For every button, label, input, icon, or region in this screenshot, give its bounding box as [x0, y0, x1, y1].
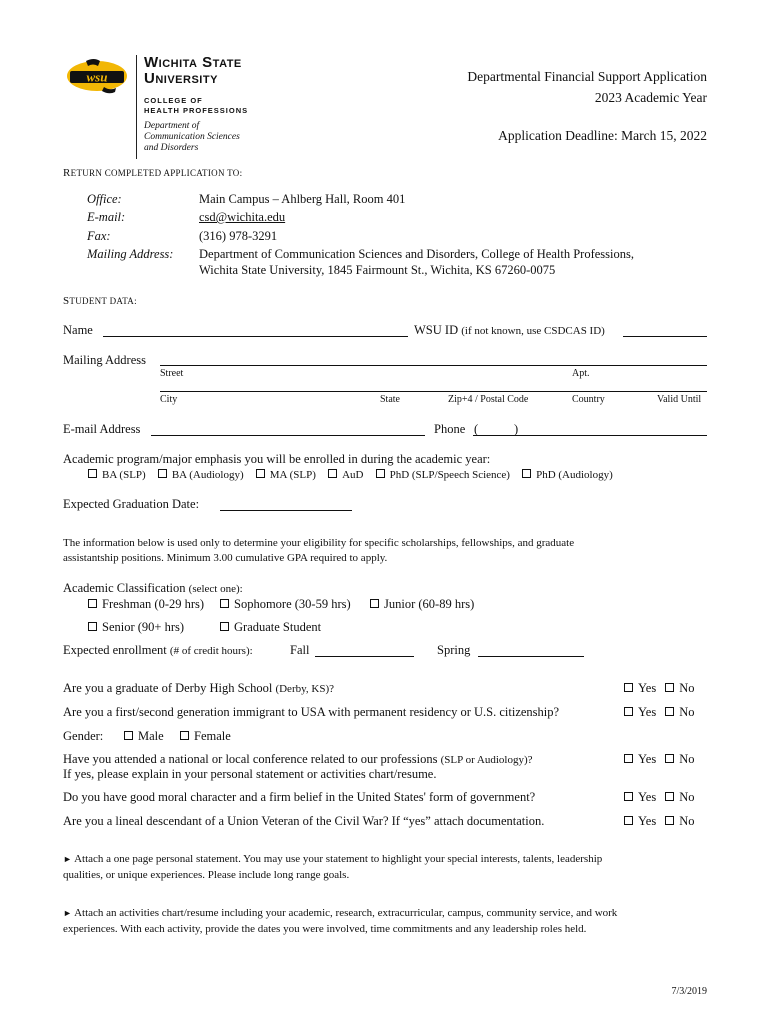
- checkbox-graduate[interactable]: [220, 622, 229, 631]
- answer-immigrant: Yes No: [624, 705, 694, 720]
- classification-graduate[interactable]: Graduate Student: [220, 620, 321, 635]
- question-derby: Are you a graduate of Derby High School (Derby, KS)?: [63, 681, 334, 695]
- mailing-value-2: Wichita State University, 1845 Fairmount St., Wichita, KS 67260-0075: [199, 263, 556, 277]
- return-heading: RETURN COMPLETED APPLICATION TO:: [63, 167, 243, 179]
- checkbox-phd-audiology[interactable]: [522, 469, 531, 478]
- zip-caption: Zip+4 / Postal Code: [448, 394, 529, 405]
- checkbox-derby-yes[interactable]: [624, 683, 633, 692]
- question-conference: Have you attended a national or local conference related to our professions (SLP or Audiology)?: [63, 752, 533, 766]
- question-conference-note: If yes, please explain in your personal statement or activities chart/resume.: [63, 767, 437, 781]
- checkbox-veteran-yes[interactable]: [624, 816, 633, 825]
- city-caption: City: [160, 394, 178, 405]
- email-link[interactable]: csd@wichita.edu: [199, 210, 286, 224]
- graduation-date-label: Expected Graduation Date:: [63, 497, 200, 511]
- checkbox-freshman[interactable]: [88, 599, 97, 608]
- arrow-right-icon: ►: [63, 854, 72, 864]
- classification-senior[interactable]: Senior (90+ hrs): [88, 620, 184, 635]
- enrollment-label: Expected enrollment (# of credit hours):: [63, 643, 253, 657]
- classification-freshman[interactable]: Freshman (0-29 hrs): [88, 597, 204, 612]
- checkbox-phd-slp[interactable]: [376, 469, 385, 478]
- checkbox-ma-slp[interactable]: [256, 469, 265, 478]
- arrow-right-icon: ►: [63, 908, 72, 918]
- wsu-id-field[interactable]: [623, 336, 707, 337]
- apt-caption: Apt.: [572, 368, 590, 379]
- answer-moral: Yes No: [624, 790, 694, 805]
- gender-label: Gender:: [63, 729, 104, 743]
- city-field[interactable]: [160, 391, 707, 392]
- info-note-1: The information below is used only to determine your eligibility for specific scholarships, fellowships, and graduate: [63, 537, 575, 549]
- phone-paren-open: (: [474, 422, 479, 436]
- answer-derby: Yes No: [624, 681, 694, 696]
- spring-label: Spring: [437, 643, 471, 657]
- fax-value: (316) 978-3291: [199, 229, 278, 243]
- checkbox-senior[interactable]: [88, 622, 97, 631]
- fall-credits-field[interactable]: [315, 656, 414, 657]
- name-label: Name: [63, 323, 93, 337]
- checkbox-aud[interactable]: [328, 469, 337, 478]
- email-address-field[interactable]: [151, 435, 425, 436]
- checkbox-female[interactable]: [180, 731, 189, 740]
- gender-male[interactable]: Male: [124, 729, 164, 744]
- form-title: Departmental Financial Support Application: [467, 69, 707, 84]
- office-label: Office:: [87, 192, 122, 206]
- phone-field[interactable]: [473, 435, 707, 436]
- mailing-label: Mailing Address:: [87, 247, 174, 261]
- classification-junior[interactable]: Junior (60-89 hrs): [370, 597, 474, 612]
- checkbox-ba-slp[interactable]: [88, 469, 97, 478]
- svg-text:wsu: wsu: [86, 69, 108, 85]
- checkbox-moral-no[interactable]: [665, 792, 674, 801]
- question-moral: Do you have good moral character and a firm belief in the United States' form of government?: [63, 790, 536, 804]
- checkbox-derby-no[interactable]: [665, 683, 674, 692]
- answer-veteran: Yes No: [624, 814, 694, 829]
- classification-sophomore[interactable]: Sophomore (30-59 hrs): [220, 597, 351, 612]
- deadline: Application Deadline: March 15, 2022: [498, 128, 707, 143]
- wsu-logo: [66, 55, 128, 97]
- mailing-address-label: Mailing Address: [63, 353, 146, 367]
- checkbox-conference-yes[interactable]: [624, 754, 633, 763]
- program-question: Academic program/major emphasis you will be enrolled in during the academic year:: [63, 452, 491, 466]
- question-immigrant: Are you a first/second generation immigrant to USA with permanent residency or U.S. citizenship?: [63, 705, 560, 719]
- college-name: COLLEGE OF HEALTH PROFESSIONS: [144, 96, 249, 115]
- checkbox-ba-audiology[interactable]: [158, 469, 167, 478]
- checkbox-conference-no[interactable]: [665, 754, 674, 763]
- checkbox-junior[interactable]: [370, 599, 379, 608]
- info-note-2: assistantship positions. Minimum 3.00 cumulative GPA required to apply.: [63, 552, 388, 564]
- office-value: Main Campus – Ahlberg Hall, Room 401: [199, 192, 406, 206]
- university-name: Wichita State University: [144, 54, 242, 87]
- graduation-date-field[interactable]: [220, 510, 352, 511]
- checkbox-immigrant-yes[interactable]: [624, 707, 633, 716]
- academic-year: 2023 Academic Year: [594, 90, 707, 105]
- country-caption: Country: [572, 394, 605, 405]
- logo-divider: [136, 55, 137, 159]
- checkbox-moral-yes[interactable]: [624, 792, 633, 801]
- footer-date: 7/3/2019: [671, 986, 707, 997]
- name-field[interactable]: [103, 336, 408, 337]
- fall-label: Fall: [290, 643, 310, 657]
- student-heading: STUDENT DATA:: [63, 295, 137, 307]
- street-caption: Street: [160, 368, 184, 379]
- checkbox-veteran-no[interactable]: [665, 816, 674, 825]
- question-veteran: Are you a lineal descendant of a Union Veteran of the Civil War? If “yes” attach documentation.: [63, 814, 545, 828]
- valid-until-caption: Valid Until: [657, 394, 702, 405]
- department-name: Department of Communication Sciences and Disorders: [144, 121, 240, 153]
- program-options: BA (SLP) BA (Audiology) MA (SLP) AuD PhD (SLP/Speech Science) PhD (Audiology): [88, 467, 613, 482]
- checkbox-immigrant-no[interactable]: [665, 707, 674, 716]
- attach-resume: ► Attach an activities chart/resume including your academic, research, extracurricular, campus, community service, and work experiences. With each activity, provide the dates you were involved, time commitments and any leadership roles held.: [63, 907, 618, 935]
- attach-statement: ► Attach a one page personal statement. You may use your statement to highlight your special interests, talents, leadership qualities, or unique experiences. Please include long range goals.: [63, 853, 603, 881]
- email-label: E-mail:: [87, 210, 126, 224]
- checkbox-male[interactable]: [124, 731, 133, 740]
- wsu-id-label: WSU ID (if not known, use CSDCAS ID): [414, 323, 605, 337]
- state-caption: State: [380, 394, 400, 405]
- spring-credits-field[interactable]: [478, 656, 584, 657]
- classification-label: Academic Classification (select one):: [63, 581, 243, 595]
- phone-label: Phone: [434, 422, 466, 436]
- email-address-label: E-mail Address: [63, 422, 141, 436]
- answer-conference: Yes No: [624, 752, 694, 767]
- phone-paren-close: ): [514, 422, 519, 436]
- checkbox-sophomore[interactable]: [220, 599, 229, 608]
- fax-label: Fax:: [87, 229, 111, 243]
- mailing-value-1: Department of Communication Sciences and Disorders, College of Health Professions,: [199, 247, 634, 261]
- gender-female[interactable]: Female: [180, 729, 231, 744]
- street-field[interactable]: [160, 365, 707, 366]
